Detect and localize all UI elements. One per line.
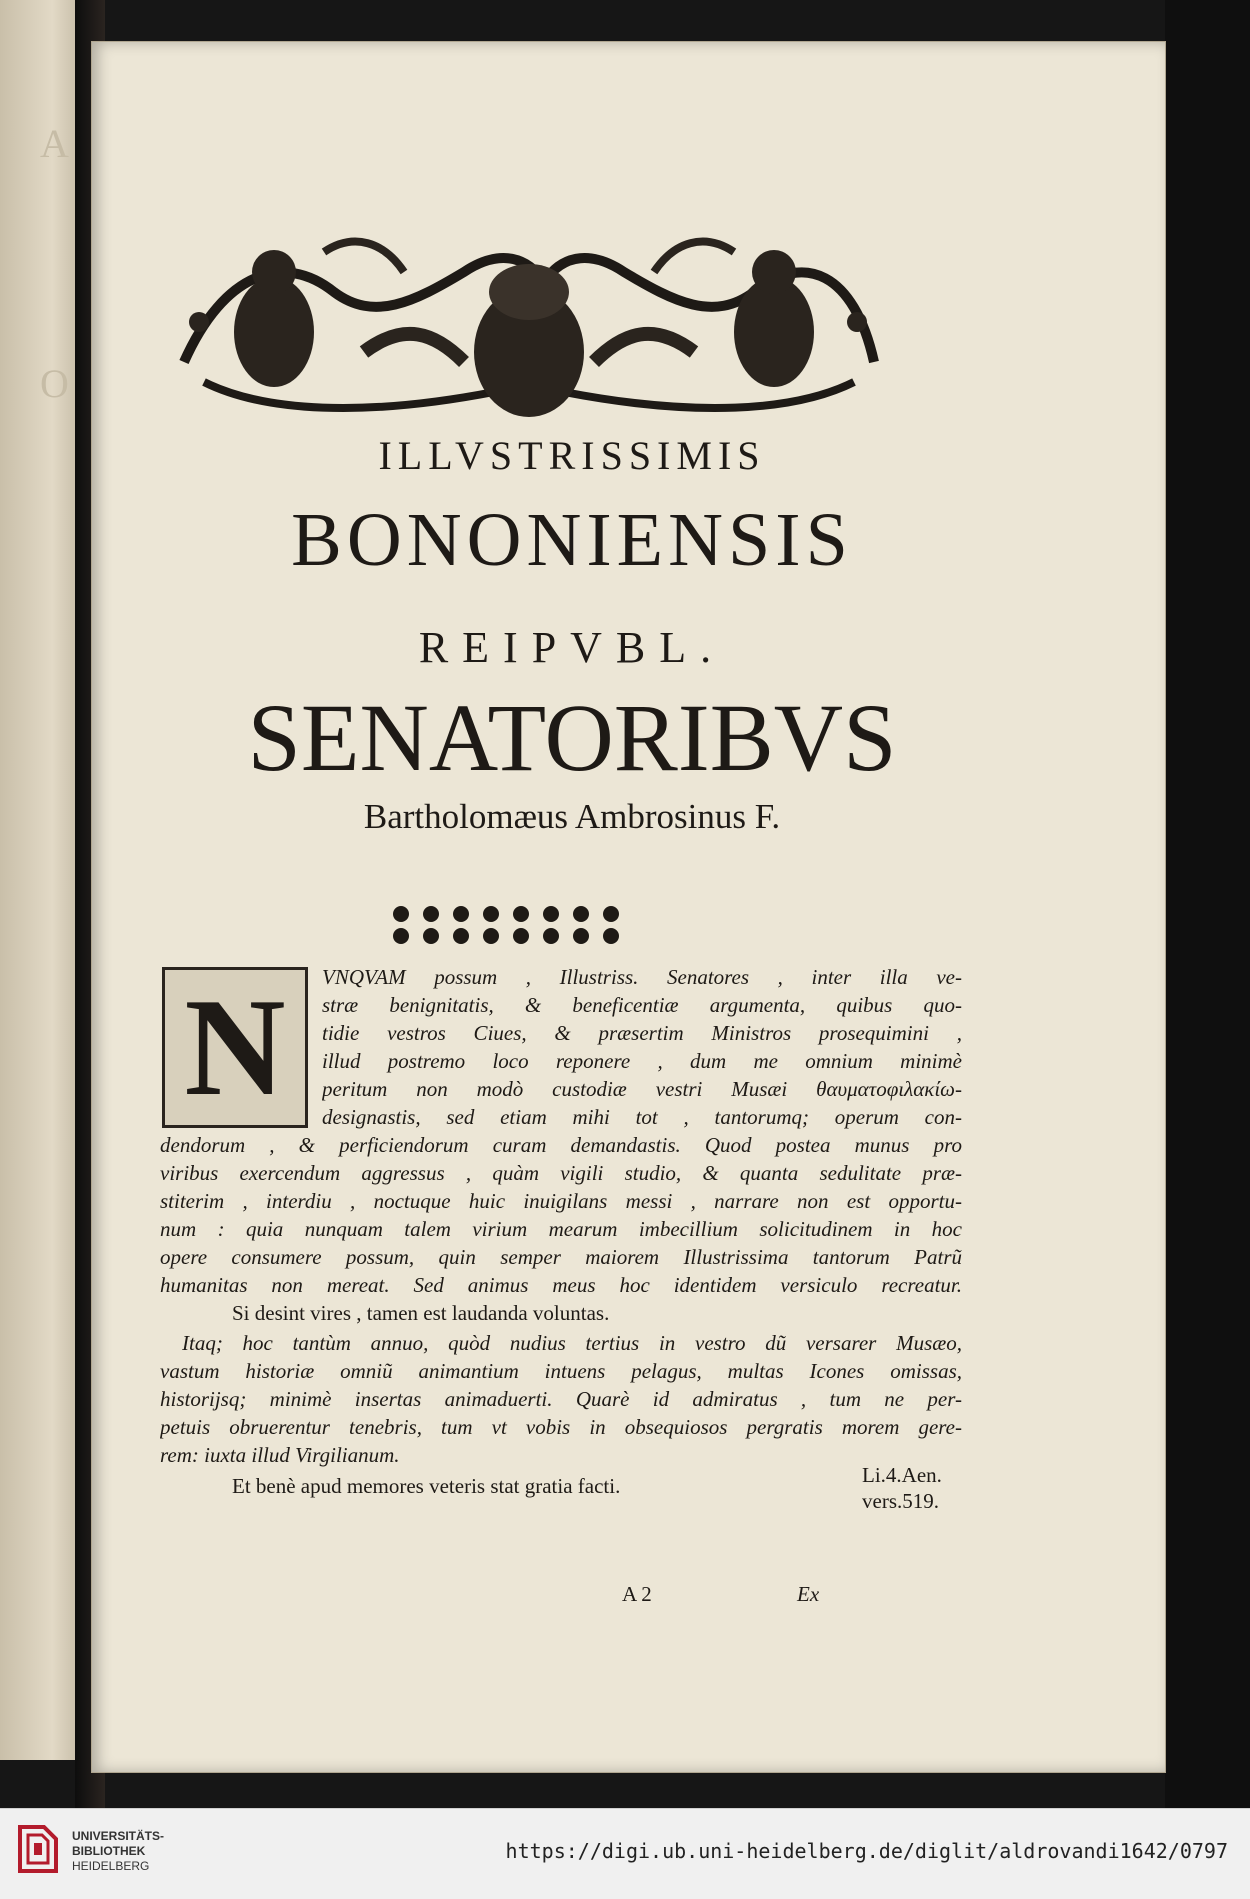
body-line: vastum historiæ omniũ animantium intuens pelagus, multas Icones omissas, — [160, 1359, 962, 1383]
viewer-footer-bar — [0, 1808, 1250, 1899]
body-line: illud postremo loco reponere , dum me omnium minimè — [322, 1049, 962, 1073]
ornamental-woodcut-headpiece — [164, 212, 892, 442]
scan-background-right — [1165, 0, 1250, 1808]
drop-cap-initial — [162, 967, 308, 1128]
logo-line: BIBLIOTHEK — [72, 1844, 146, 1858]
body-line: Itaq; hoc tantùm annuo, quòd nudius tertius in vestro dũ versarer Musæo, — [182, 1331, 962, 1355]
library-logo-text — [72, 1829, 164, 1874]
verse-quotation: Si desint vires , tamen est laudanda voluntas. — [232, 1301, 610, 1325]
body-line: VNQVAM possum , Illustriss. Senatores , inter illa ve- — [322, 965, 962, 989]
author-line: Bartholomæus Ambrosinus F. — [363, 797, 781, 836]
logo-line: HEIDELBERG — [72, 1859, 150, 1873]
verse-quotation: Et benè apud memores veteris stat gratia facti. — [232, 1474, 621, 1498]
body-line: dendorum , & perficiendorum curam demandastis. Quod postea munus pro — [160, 1133, 962, 1157]
fleuron-ornament-row — [387, 902, 637, 948]
catchword: Ex — [797, 1582, 820, 1606]
body-line: viribus exercendum aggressus , quàm vigili studio, & quanta sedulitate præ- — [160, 1161, 962, 1185]
body-line: num : quia nunquam talem virium mearum imbecillium solicitudinem in hoc — [160, 1217, 962, 1241]
book-page — [92, 42, 1165, 1772]
drop-cap-letter: N — [184, 970, 286, 1125]
title-line-4: SENATORIBVS — [247, 684, 897, 791]
body-line: designastis, sed etiam mihi tot , tantorumq; operum con- — [322, 1105, 962, 1129]
body-line: tidie vestros Ciues, & præsertim Ministros prosequimini , — [322, 1021, 962, 1045]
signature-mark: A 2 — [622, 1582, 652, 1606]
body-line: opere consumere possum, quin semper maiorem Illustrissima tantorum Patrũ — [160, 1245, 962, 1269]
body-line: petuis obruerentur tenebris, tum vt vobis in obsequiosos pergratis morem gere- — [160, 1415, 962, 1439]
body-line: rem: iuxta illud Virgilianum. — [160, 1443, 400, 1467]
body-line: stræ benignitatis, & beneficentiæ argumenta, quibus quo- — [322, 993, 962, 1017]
title-line-1: ILLVSTRISSIMIS — [378, 433, 766, 478]
margin-note: Li.4.Aen. — [862, 1463, 942, 1487]
margin-note: vers.519. — [862, 1489, 939, 1513]
body-line: historijsq; minimè insertas animaduerti. Quarè id admiratus , tum ne per- — [160, 1387, 962, 1411]
facing-page-edge: A O — [0, 0, 95, 1760]
body-line: stiterim , interdiu , noctuque huic inuigilans messi , narrare non est opportu- — [160, 1189, 962, 1213]
body-line: humanitas non mereat. Sed animus meus hoc identidem versiculo recreatur. — [160, 1273, 962, 1297]
ub-heidelberg-logo-icon[interactable] — [14, 1821, 62, 1877]
title-line-2: BONONIENSIS — [291, 498, 853, 582]
body-line: peritum non modò custodiæ vestri Musæi θαυματοφιλακίω- — [322, 1077, 962, 1101]
permalink-url[interactable]: https://digi.ub.uni-heidelberg.de/diglit/aldrovandi1642/0797 — [505, 1839, 1228, 1863]
logo-line: UNIVERSITÄTS- — [72, 1829, 165, 1843]
title-line-3: REIPVBL. — [418, 623, 726, 672]
